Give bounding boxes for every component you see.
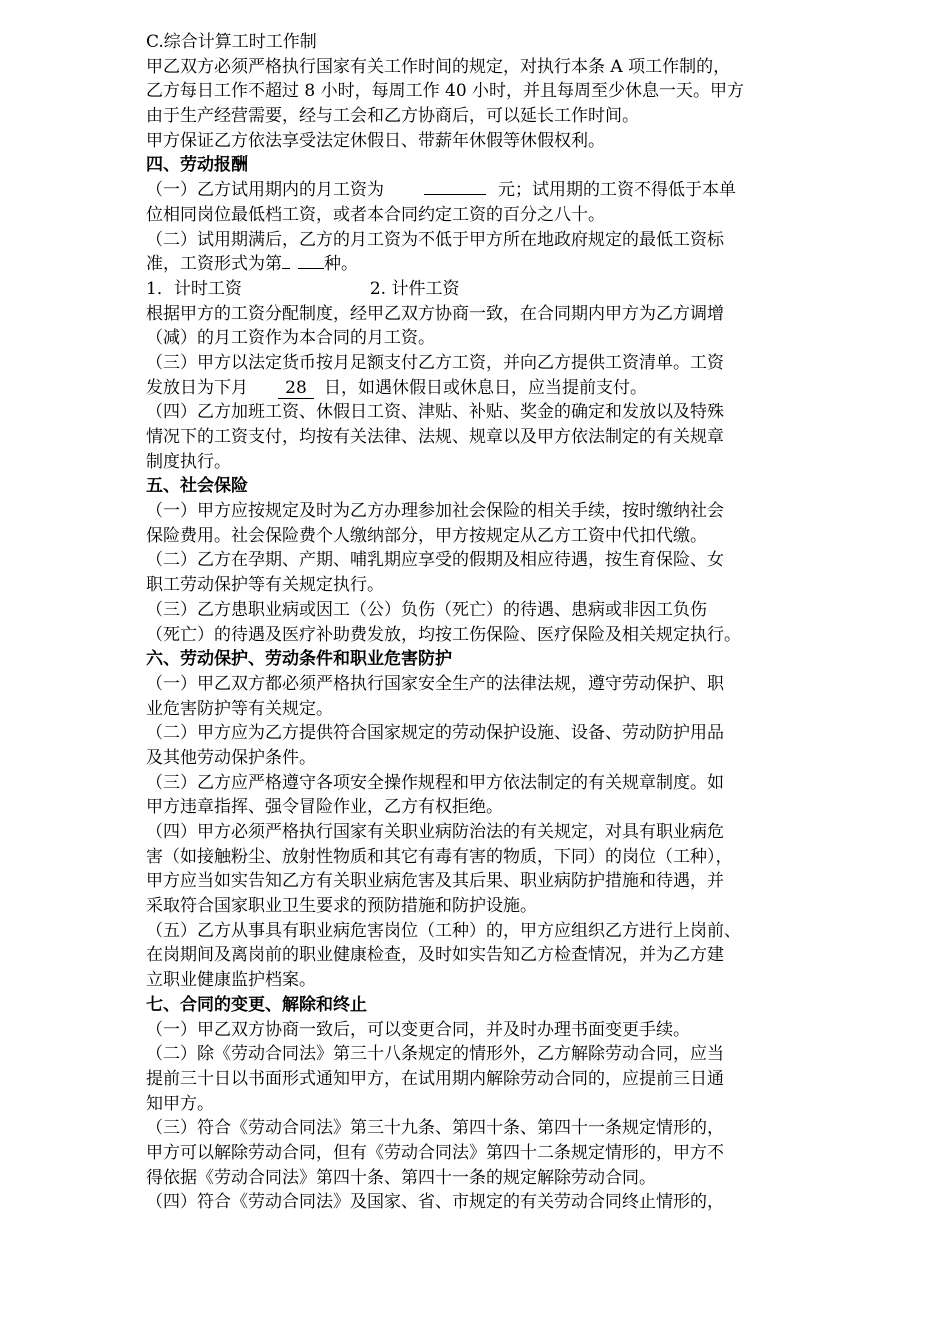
line-26: （一）甲乙双方都必须严格执行国家安全生产的法律法规，遵守劳动保护、职 [146,673,724,694]
line-47: （四）符合《劳动合同法》及国家、省、市规定的有关劳动合同终止情形的， [146,1192,724,1213]
line-2: 乙方每日工作不超过 8 小时，每周工作 40 小时，并且每周至少休息一天。甲方 [146,81,745,102]
wage-type-blank [298,268,324,269]
line-12: （减）的月工资作为本合同的月工资。 [146,328,435,349]
line-7: 位相同岗位最低档工资，或者本合同约定工资的百分之八十。 [146,204,605,225]
section-heading-4: 四、劳动报酬 [146,155,248,176]
section-heading-5: 五、社会保险 [146,476,248,497]
line-41: （二）除《劳动合同法》第三十八条规定的情形外，乙方解除劳动合同，应当 [146,1044,724,1065]
line-22: 职工劳动保护等有关规定执行。 [146,575,384,596]
wage-type-blank-a [282,268,290,269]
line-9: 准，工资形式为第 种。 [146,254,358,275]
line-46: 得依据《劳动合同法》第四十条、第四十一条的规定解除劳动合同。 [146,1167,656,1188]
section-heading-7: 七、合同的变更、解除和终止 [146,994,367,1015]
line-44: （三）符合《劳动合同法》第三十九条、第四十条、第四十一条规定情形的， [146,1118,724,1139]
line-29: 及其他劳动保护条件。 [146,747,316,768]
line-36: （五）乙方从事具有职业病危害岗位（工种）的，甲方应组织乙方进行上岗前、 [146,920,741,941]
line-35: 采取符合国家职业卫生要求的预防措施和防护设施。 [146,896,537,917]
line-45: 甲方可以解除劳动合同，但有《劳动合同法》第四十二条规定情形的，甲方不 [146,1142,724,1163]
line-17: 制度执行。 [146,451,231,472]
line-31: 甲方违章指挥、强令冒险作业，乙方有权拒绝。 [146,797,503,818]
line-34: 甲方应当如实告知乙方有关职业病危害及其后果、职业病防护措施和待遇，并 [146,871,724,892]
line-13: （三）甲方以法定货币按月足额支付乙方工资，并向乙方提供工资清单。工资 [146,352,724,373]
line-16: 情况下的工资支付，均按有关法律、法规、规章以及甲方依法制定的有关规章 [146,427,724,447]
line-33: 害（如接触粉尘、放射性物质和其它有毒有害的物质，下同）的岗位（工种）， [146,846,733,867]
line-8: （二）试用期满后，乙方的月工资为不低于甲方所在地政府规定的最低工资标 [146,229,724,250]
line-0: C.综合计算工时工作制 [146,32,317,52]
line-24: （死亡）的待遇及医疗补助费发放，均按工伤保险、医疗保险及相关规定执行。 [146,624,741,645]
line-40: （一）甲乙双方协商一致后，可以变更合同，并及时办理书面变更手续。 [146,1019,690,1040]
line-23: （三）乙方患职业病或因工（公）负伤（死亡）的待遇、患病或非因工负伤 [146,599,707,620]
line-19: （一）甲方应按规定及时为乙方办理参加社会保险的相关手续，按时缴纳社会 [146,501,724,522]
line-6: （一）乙方试用期内的月工资为 元；试用期的工资不得低于本单 [146,180,736,201]
line-30: （三）乙方应严格遵守各项安全操作规程和甲方依法制定的有关规章制度。如 [146,772,724,793]
line-27: 业危害防护等有关规定。 [146,698,333,719]
line-43: 知甲方。 [146,1093,214,1114]
line-14: 发放日为下月 28 日，如遇休假日或休息日，应当提前支付。 [146,377,647,398]
line-3: 由于生产经营需要，经与工会和乙方协商后，可以延长工作时间。 [146,106,639,127]
contract-page [146,30,816,1215]
line-21: （二）乙方在孕期、产期、哺乳期应享受的假期及相应待遇，按生育保险、女 [146,550,724,571]
line-38: 立职业健康监护档案。 [146,970,316,991]
line-20: 保险费用。社会保险费个人缴纳部分，甲方按规定从乙方工资中代扣代缴。 [146,525,707,546]
line-15: （四）乙方加班工资、休假日工资、津贴、补贴、奖金的确定和发放以及特殊 [146,402,724,423]
line-28: （二）甲方应为乙方提供符合国家规定的劳动保护设施、设备、劳动防护用品 [146,723,724,744]
line-42: 提前三十日以书面形式通知甲方，在试用期内解除劳动合同的，应提前三日通 [146,1068,724,1089]
line-10: 1．计时工资 2. 计件工资 [146,278,460,299]
payday-blank: 28 [278,378,314,399]
line-11: 根据甲方的工资分配制度，经甲乙双方协商一致，在合同期内甲方为乙方调增 [146,303,724,324]
line-32: （四）甲方必须严格执行国家有关职业病防治法的有关规定，对具有职业病危 [146,822,724,842]
trial-salary-blank [424,194,486,195]
section-heading-6: 六、劳动保护、劳动条件和职业危害防护 [146,649,452,670]
line-4: 甲方保证乙方依法享受法定休假日、带薪年休假等休假权利。 [146,130,605,151]
line-1: 甲乙双方必须严格执行国家有关工作时间的规定，对执行本条 A 项工作制的， [146,56,731,77]
line-37: 在岗期间及离岗前的职业健康检查，及时如实告知乙方检查情况，并为乙方建 [146,945,724,966]
